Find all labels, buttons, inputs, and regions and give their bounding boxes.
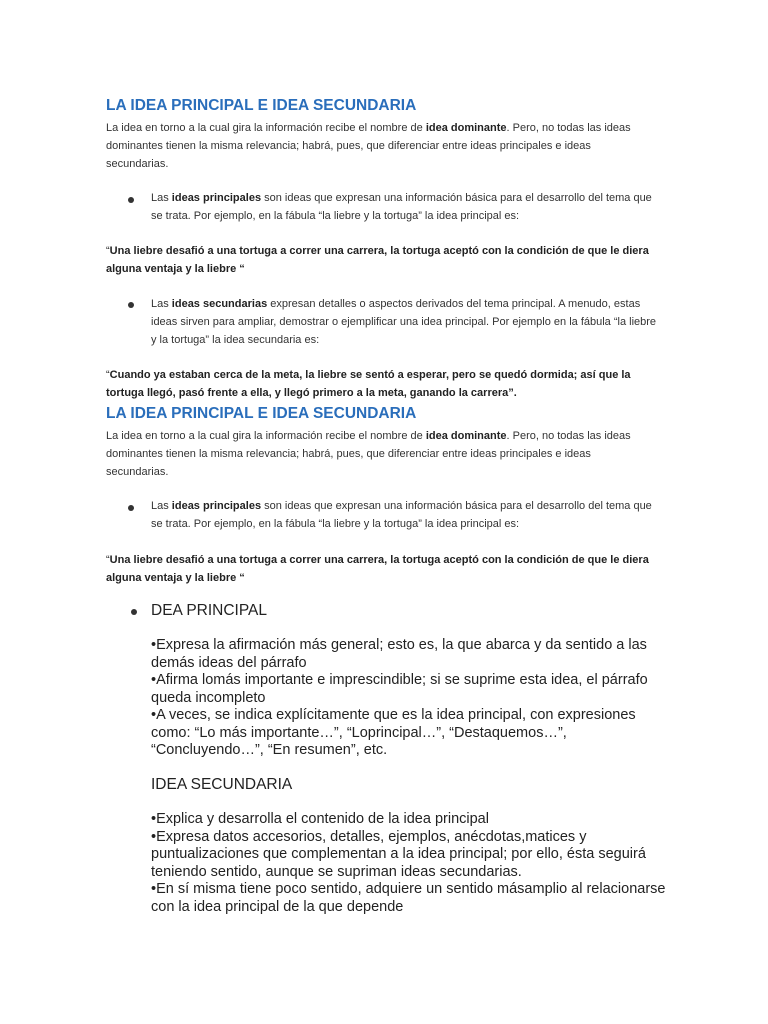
section-heading: LA IDEA PRINCIPAL E IDEA SECUNDARIA [106, 405, 417, 422]
bullet-dot [131, 609, 137, 615]
bullet-dot [128, 197, 134, 203]
bullet-ideas-secundarias: Las ideas secundarias expresan detalles o aspectos derivados del tema principal. A menudo, estas ideas sirven para ampliar, demostrar o ejemplificar una idea principal. Por ejemplo en la fábula “la liebre y la tortuga” la idea secundaria es: [151, 298, 657, 346]
bullet-ideas-principales: Las ideas principales son ideas que expresan una información básica para el desarrollo del tema que se trata. Por ejemplo, en la fábula “la liebre y la tortuga” la idea principal es: [151, 500, 652, 530]
bullet-ideas-principales: Las ideas principales son ideas que expresan una información básica para el desarrollo del tema que se trata. Por ejemplo, en la fábula “la liebre y la tortuga” la idea principal es: [151, 192, 652, 222]
example-quote: “Una liebre desafió a una tortuga a correr una carrera, la tortuga aceptó con la condición de que le diera alguna ventaja y la liebre “ [106, 554, 649, 584]
idea-secundaria-title: IDEA SECUNDARIA [151, 776, 293, 793]
idea-secundaria-text: •Explica y desarrolla el contenido de la idea principal •Expresa datos accesorios, detalles, ejemplos, anécdotas,matices y puntualizaciones que complementan a la idea principal; por ello, ésta seguirá teniendo sentido, aunque se supriman ideas secundarias. •En sí misma tiene poco sentido, adquiere un sentido másamplio al relacionarse con la idea principal de la que depende [151, 811, 666, 915]
intro-paragraph: La idea en torno a la cual gira la información recibe el nombre de idea dominante. Pero, no todas las ideas dominantes tienen la misma relevancia; habrá, pues, que diferenciar entre ideas principales e ideas secundarias. [106, 122, 631, 170]
bullet-dot [128, 302, 134, 308]
example-quote: “Cuando ya estaban cerca de la meta, la liebre se sentó a esperar, pero se quedó dormida; así que la tortuga llegó, pasó frente a ella, y llegó primero a la meta, ganando la carrera”. [106, 369, 631, 399]
idea-principal-text: •Expresa la afirmación más general; esto es, la que abarca y da sentido a las demás ideas del párrafo •Afirma lomás importante e imprescindible; si se suprime esta idea, el párrafo queda incompleto •A veces, se indica explícitamente que es la idea principal, con expresiones como: “Lo más importante…”, “Loprincipal…”, “Destaquemos…”, “Concluyendo…”, “En resumen”, etc. [151, 637, 648, 758]
example-quote: “Una liebre desafió a una tortuga a correr una carrera, la tortuga aceptó con la condición de que le diera alguna ventaja y la liebre “ [106, 245, 649, 275]
bullet-dot [128, 505, 134, 511]
idea-principal-title: DEA PRINCIPAL [151, 602, 268, 619]
intro-paragraph: La idea en torno a la cual gira la información recibe el nombre de idea dominante. Pero, no todas las ideas dominantes tienen la misma relevancia; habrá, pues, que diferenciar entre ideas principales e ideas secundarias. [106, 430, 631, 478]
section-heading: LA IDEA PRINCIPAL E IDEA SECUNDARIA [106, 97, 417, 114]
